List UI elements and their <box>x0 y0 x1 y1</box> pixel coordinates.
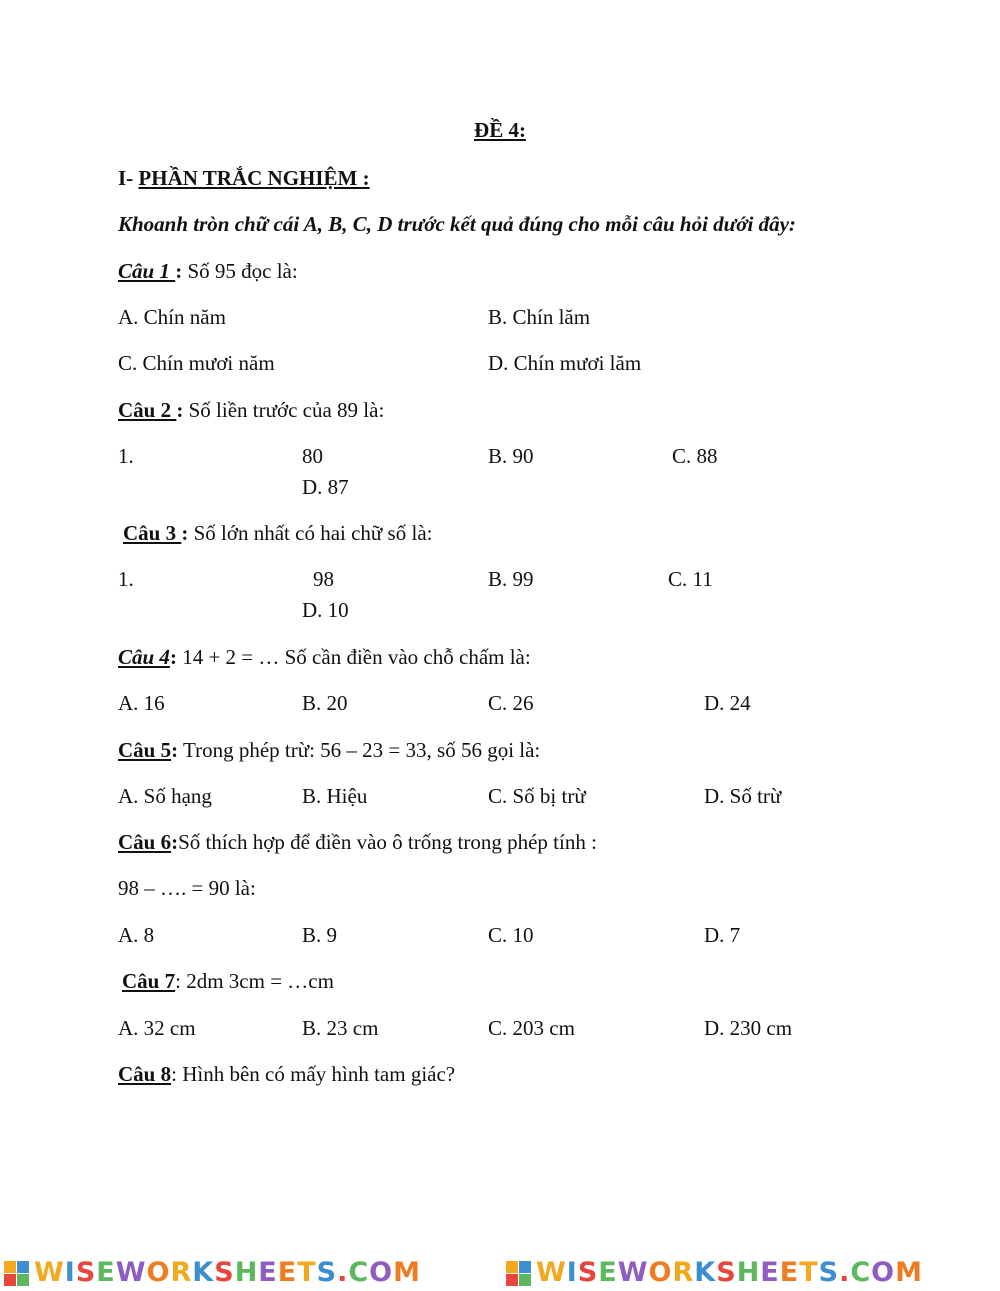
q5-option-c[interactable]: C. Số bị trừ <box>488 784 586 808</box>
q4-option-b[interactable]: B. 20 <box>302 691 348 715</box>
question-2 <box>118 397 384 423</box>
q1-option-a[interactable]: A. Chín năm <box>118 305 226 329</box>
watermark-footer <box>0 1258 1000 1288</box>
q6-option-d[interactable]: D. 7 <box>704 923 741 947</box>
question-sep: : <box>171 830 179 854</box>
question-label: Câu 6 <box>118 830 172 854</box>
watermark-text: WISEWORKSHEETS.COM <box>536 1257 923 1288</box>
instruction: Khoanh tròn chữ cái A, B, C, D trước kết quả đúng cho mỗi câu hỏi dưới đây: <box>118 212 796 236</box>
question-text: 14 + 2 = … Số cần điền vào chỗ chấm là: <box>176 645 531 669</box>
question-label: Câu 5 <box>118 738 172 762</box>
q6-option-c[interactable]: C. 10 <box>488 923 534 947</box>
question-5 <box>118 737 540 763</box>
q5-option-b[interactable]: B. Hiệu <box>302 784 368 808</box>
q6-option-a[interactable]: A. 8 <box>118 923 155 947</box>
watermark-logo-icon <box>506 1261 532 1287</box>
q1-option-c[interactable]: C. Chín mươi năm <box>118 351 275 375</box>
watermark-text: WISEWORKSHEETS.COM <box>34 1257 421 1288</box>
question-text: 2dm 3cm = …cm <box>180 969 334 993</box>
page-title: ĐỀ 4: <box>474 118 526 142</box>
q3-option-d[interactable]: D. 10 <box>302 598 349 622</box>
q2-option-c[interactable]: C. 88 <box>672 444 718 468</box>
question-8 <box>118 1061 455 1087</box>
question-label: Câu 4 <box>118 645 170 669</box>
question-label: Câu 7 <box>122 969 176 993</box>
q3-option-c[interactable]: C. 11 <box>668 567 713 591</box>
q5-option-d[interactable]: D. Số trừ <box>704 784 782 808</box>
q4-option-a[interactable]: A. 16 <box>118 691 165 715</box>
question-sep: : <box>169 645 177 669</box>
section-heading <box>118 165 370 191</box>
section-label: PHẦN TRẮC NGHIỆM : <box>138 166 370 190</box>
q7-option-b[interactable]: B. 23 cm <box>302 1016 379 1040</box>
question-7 <box>122 968 334 994</box>
question-4 <box>118 644 531 670</box>
q7-option-c[interactable]: C. 203 cm <box>488 1016 575 1040</box>
section-prefix: I- <box>118 166 139 190</box>
q1-option-d[interactable]: D. Chín mươi lăm <box>488 351 642 375</box>
question-text: Số lớn nhất có hai chữ số là: <box>188 521 433 545</box>
question-text: Hình bên có mấy hình tam giác? <box>176 1062 456 1086</box>
question-3 <box>123 520 432 546</box>
q2-list-number: 1. <box>118 444 134 468</box>
q4-option-c[interactable]: C. 26 <box>488 691 534 715</box>
question-sep: : <box>171 738 179 762</box>
question-sep: : <box>175 259 183 283</box>
question-sep: : <box>176 398 184 422</box>
question-1 <box>118 258 298 284</box>
q7-option-a[interactable]: A. 32 cm <box>118 1016 196 1040</box>
question-sep: : <box>175 969 181 993</box>
question-label: Câu 3 <box>123 521 182 545</box>
q6-option-b[interactable]: B. 9 <box>302 923 338 947</box>
q3-option-a[interactable]: 98 <box>313 567 334 591</box>
question-sep: : <box>171 1062 177 1086</box>
question-text: Số 95 đọc là: <box>182 259 298 283</box>
question-text: Số liền trước của 89 là: <box>183 398 385 422</box>
q4-option-d[interactable]: D. 24 <box>704 691 751 715</box>
q2-option-a[interactable]: 80 <box>302 444 323 468</box>
q2-option-b[interactable]: B. 90 <box>488 444 534 468</box>
q6-equation: 98 – …. = 90 là: <box>118 876 256 900</box>
question-label: Câu 8 <box>118 1062 172 1086</box>
question-text: Trong phép trừ: 56 – 23 = 33, số 56 gọi là: <box>178 738 541 762</box>
q3-option-b[interactable]: B. 99 <box>488 567 534 591</box>
q2-option-d[interactable]: D. 87 <box>302 475 349 499</box>
question-6 <box>118 829 597 855</box>
q1-option-b[interactable]: B. Chín lăm <box>488 305 591 329</box>
watermark-logo-icon <box>4 1261 30 1287</box>
question-sep: : <box>181 521 189 545</box>
question-label: Câu 1 <box>118 259 176 283</box>
q3-list-number: 1. <box>118 567 134 591</box>
question-label: Câu 2 <box>118 398 177 422</box>
q7-option-d[interactable]: D. 230 cm <box>704 1016 793 1040</box>
question-text: Số thích hợp để điền vào ô trống trong phép tính : <box>178 830 597 854</box>
q5-option-a[interactable]: A. Số hạng <box>118 784 212 808</box>
